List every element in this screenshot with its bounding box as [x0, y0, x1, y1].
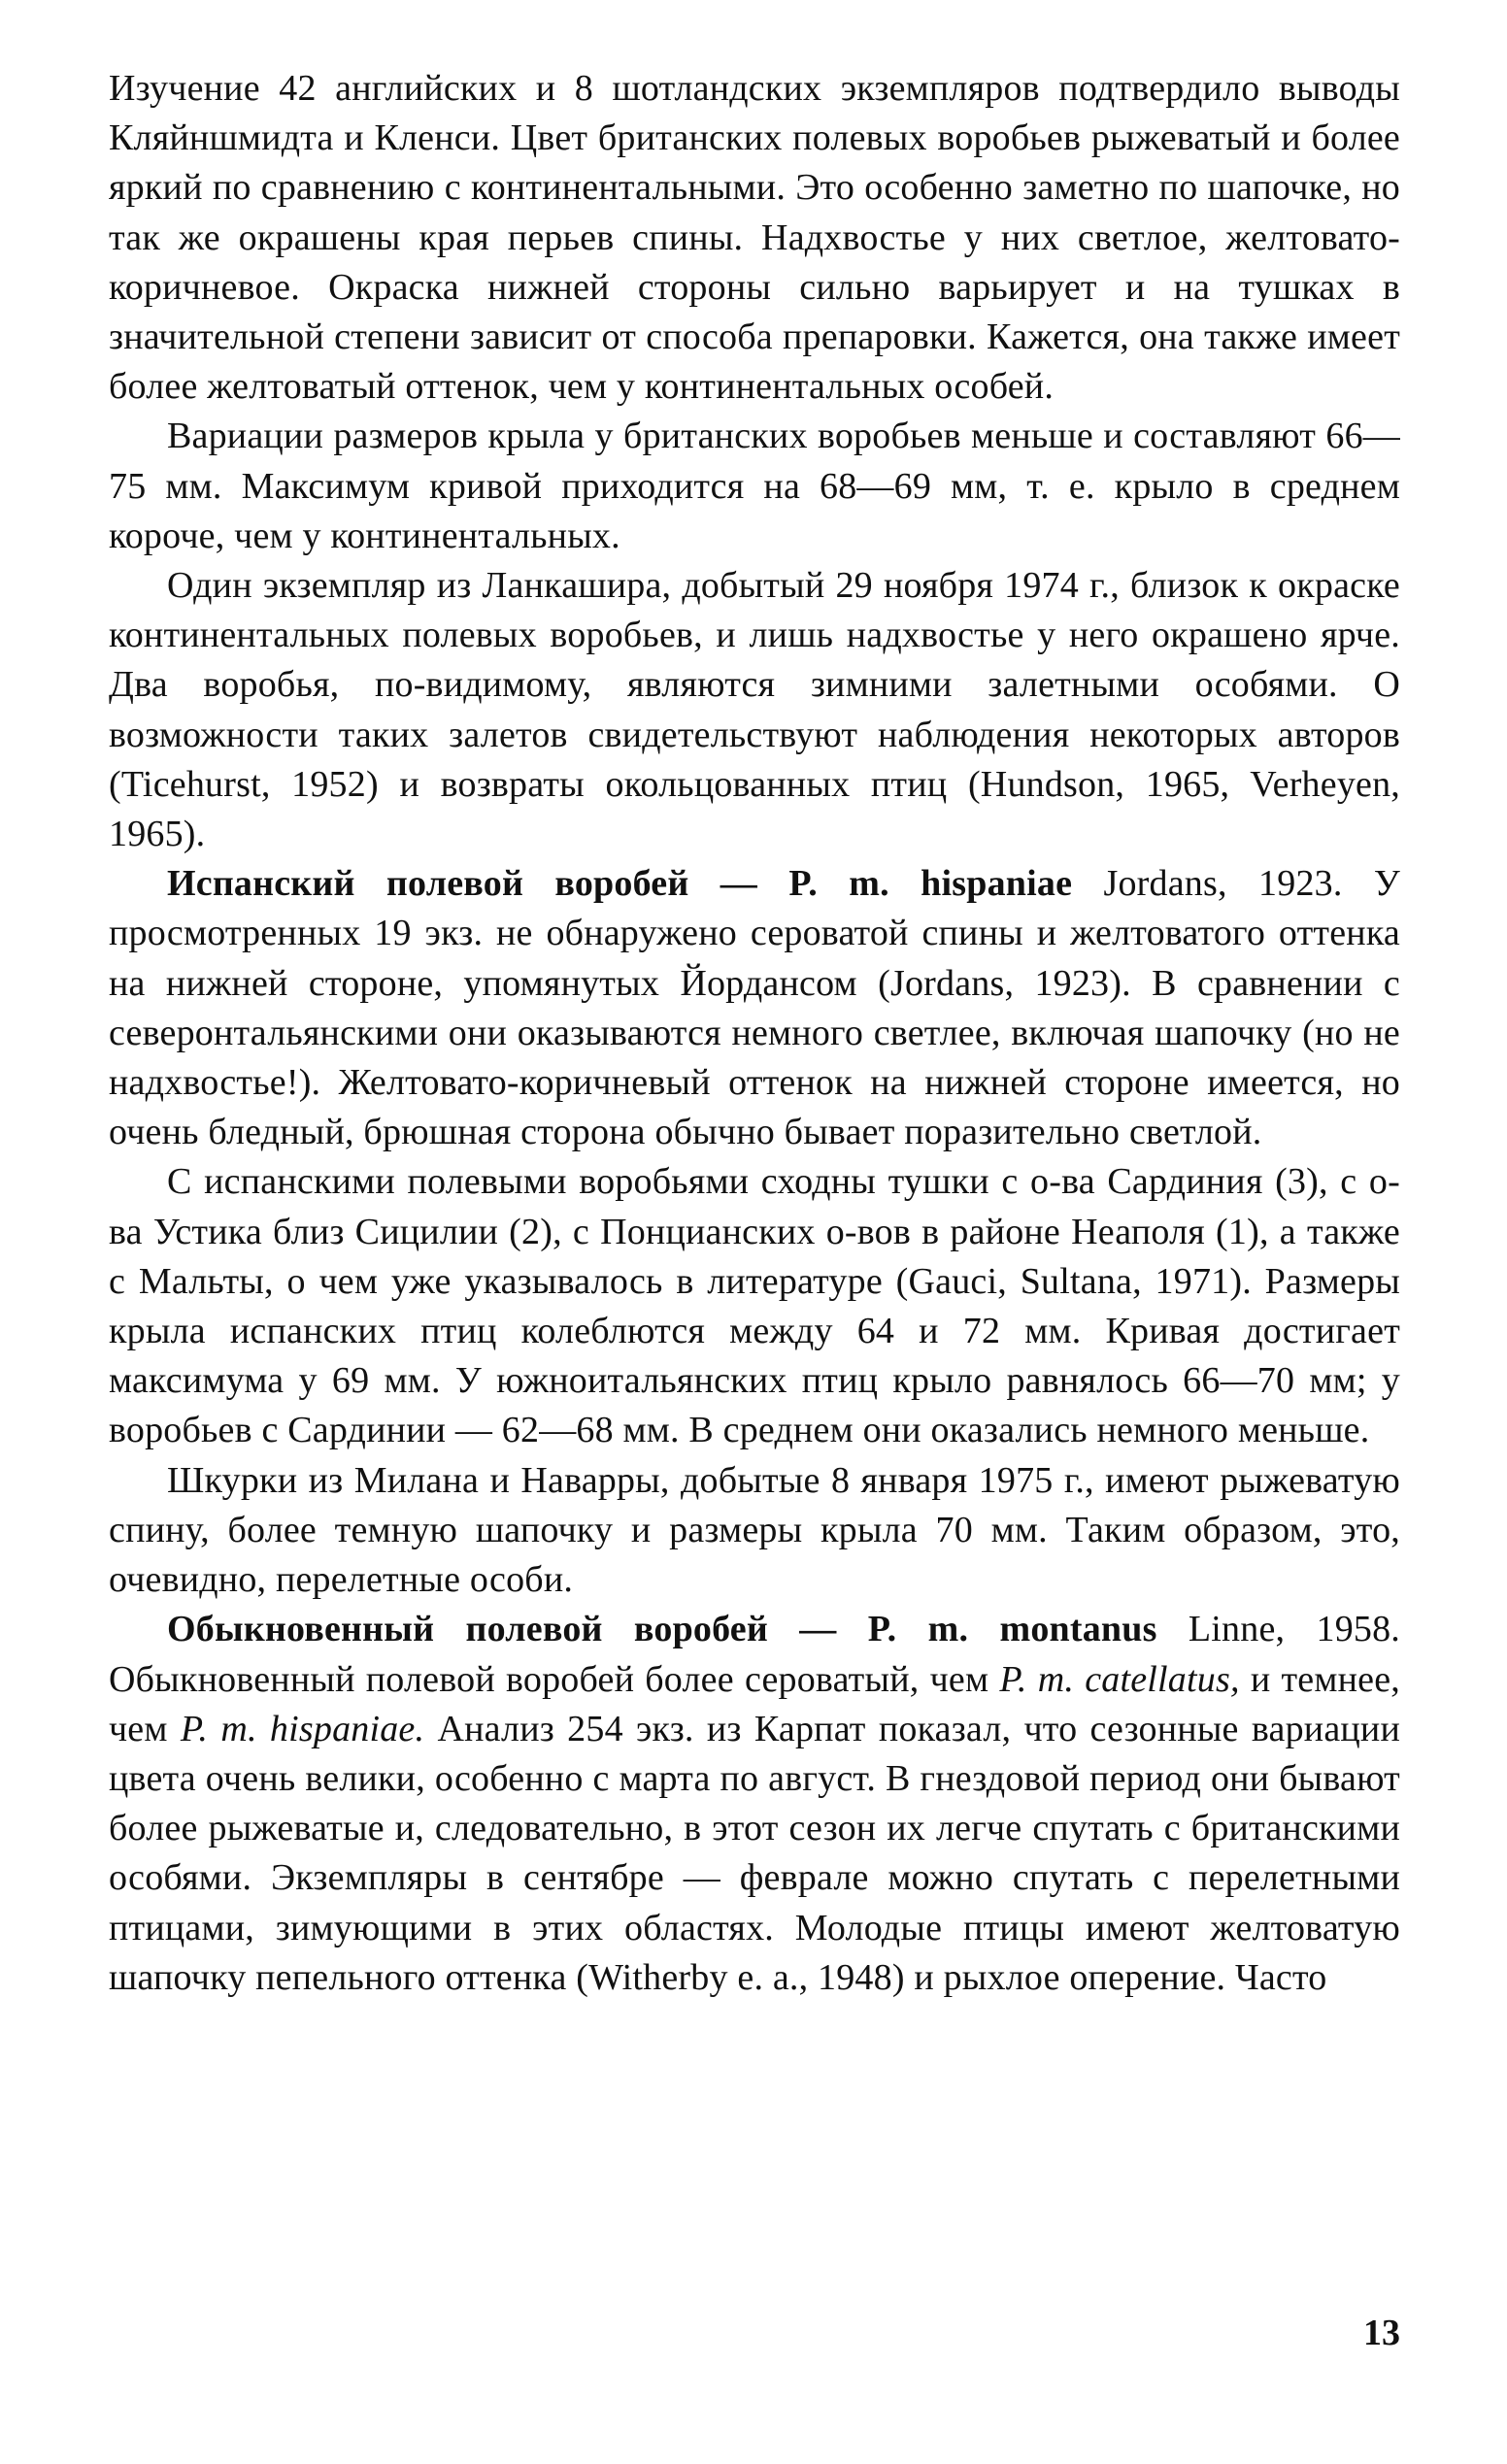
- text-run: Linne, 1958. Обыкновенный полевой воробей более сероватый, чем: [109, 1609, 1400, 1700]
- text-run: С испанскими полевыми воробьями сходны тушки с о-ва Сардиния (3), с о-ва Устика близ Сицилии (2), с Понцианских о-вов в районе Неаполя (1), а также с Мальты, о чем уже указывалось в литературе (Gauci, Sultana, 1971). Размеры крыла испанских птиц колеблются между 64 и 72 мм. Кривая достигает максимума у 69 мм. У южноитальянских птиц крыло равнялось 66—70 мм; у воробьев с Сардинии — 62—68 мм. В среднем они оказались немного меньше.: [109, 1161, 1400, 1451]
- paragraph-1: [109, 64, 1400, 412]
- paragraph-3: [109, 561, 1400, 859]
- page-number: 13: [1363, 2313, 1400, 2353]
- text-run: Шкурки из Милана и Наварры, добытые 8 января 1975 г., имеют рыжеватую спину, более темную шапочку и размеры крыла 70 мм. Таким образом, это, очевидно, перелетные особи.: [109, 1459, 1400, 1601]
- text-run: и темнее, чем: [109, 1658, 1400, 1749]
- paragraph-6: [109, 1456, 1400, 1606]
- paragraph-2: [109, 412, 1400, 561]
- text-run: Вариации размеров крыла у британских воробьев меньше и составляют 66—75 мм. Максимум кривой приходится на 68—69 мм, т. е. крыло в среднем короче, чем у континентальных.: [109, 416, 1400, 556]
- bold-heading-run: Обыкновенный полевой воробей — P. m. montanus: [167, 1609, 1157, 1650]
- paragraph-hispaniae: [109, 859, 1400, 1157]
- bold-heading-run: Испанский полевой воробей — P. m. hispaniae: [167, 863, 1073, 905]
- text-run: Изучение 42 английских и 8 шотландских экземпляров подтвердило выводы Кляйншмидта и Кленси. Цвет британских полевых воробьев рыжеватый и более яркий по сравнению с континентальными. Это особенно заметно по шапочке, но так же окрашены края перьев спины. Надхвостье у них светлое, желтовато-коричневое. Окраска нижней стороны сильно варьирует и на тушках в значительной степени зависит от способа препаровки. Кажется, она также имеет более желтоватый оттенок, чем у континентальных особей.: [109, 68, 1400, 408]
- paragraph-5: [109, 1157, 1400, 1455]
- body-text: [109, 64, 1400, 2003]
- text-run: Один экземпляр из Ланкашира, добытый 29 ноября 1974 г., близок к окраске континентальных полевых воробьев, и лишь надхвостье у него окрашено ярче. Два воробья, по-видимому, являются зимними залетными особями. О возможности таких залетов свидетельствуют наблюдения некоторых авторов (Ticehurst, 1952) и возвраты окольцованных птиц (Hundson, 1965, Verheyen, 1965).: [109, 565, 1400, 855]
- text-run: Jordans, 1923. У просмотренных 19 экз. не обнаружено сероватой спины и желтоватого оттенка на нижней стороне, упомянутых Йордансом (Jordans, 1923). В сравнении с северонтальянскими они оказываются немного светлее, включая шапочку (но не надхвостье!). Желтовато-коричневый оттенок на нижней стороне имеется, но очень бледный, брюшная сторона обычно бывает поразительно светлой.: [109, 863, 1400, 1153]
- paragraph-montanus: [109, 1605, 1400, 2003]
- text-run: Анализ 254 экз. из Карпат показал, что сезонные вариации цвета очень велики, особенно с марта по август. В гнездовой период они бывают более рыжеватые и, следовательно, в этот сезон их легче спутать с британскими особями. Экземпляры в сентябре — феврале можно спутать с перелетными птицами, зимующими в этих областях. Молодые птицы имеют желтоватую шапочку пепельного оттенка (Witherby e. a., 1948) и рыхлое оперение. Часто: [109, 1708, 1400, 1998]
- italic-taxon-run: P. m. hispaniae.: [180, 1708, 425, 1749]
- italic-taxon-run: P. m. catellatus,: [999, 1658, 1240, 1700]
